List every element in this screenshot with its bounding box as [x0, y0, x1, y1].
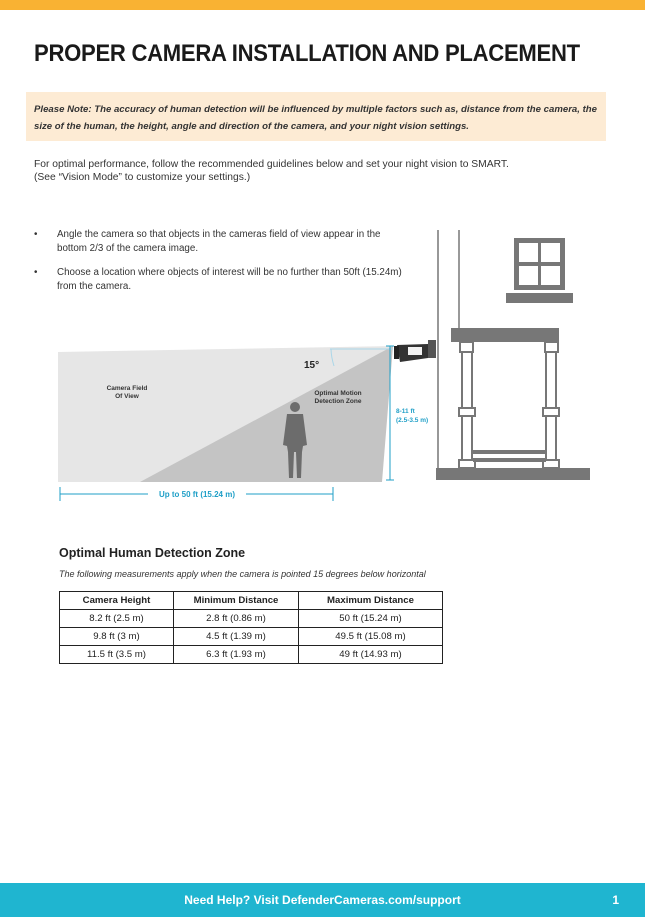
- porch-structure: [436, 328, 590, 480]
- header-camera-height: Camera Height: [60, 592, 174, 610]
- height-label-1: 8-11 ft: [396, 408, 415, 415]
- zone-subtitle: The following measurements apply when the camera is pointed 15 degrees below horizontal: [59, 569, 426, 579]
- note-box: Please Note: The accuracy of human detection will be influenced by multiple factors such as, distance from the camera, the size of the human, the height, angle and direction of the camera, and your night vision settings.: [26, 92, 606, 141]
- intro-line-1: For optimal performance, follow the recommended guidelines below and set your night vision to SMART.: [34, 159, 509, 170]
- field-of-view-label-2: Of View: [115, 393, 139, 400]
- table-cell: 4.5 ft (1.39 m): [174, 628, 299, 646]
- support-link[interactable]: Need Help? Visit DefenderCameras.com/support: [184, 893, 461, 907]
- intro-line-2: (See “Vision Mode” to customize your settings.): [34, 172, 251, 183]
- table-cell: 49 ft (14.93 m): [299, 646, 443, 664]
- table-cell: 50 ft (15.24 m): [299, 610, 443, 628]
- table-cell: 9.8 ft (3 m): [60, 628, 174, 646]
- bullet-dot-icon: •: [34, 229, 38, 240]
- angle-label: 15°: [304, 360, 320, 371]
- zone-title: Optimal Human Detection Zone: [59, 546, 246, 560]
- table-cell: 6.3 ft (1.93 m): [174, 646, 299, 664]
- detection-distance-table: [59, 591, 443, 664]
- table-row: [60, 628, 443, 646]
- table-cell: 49.5 ft (15.08 m): [299, 628, 443, 646]
- table-cell: 8.2 ft (2.5 m): [60, 610, 174, 628]
- detection-zone-label-1: Optimal Motion: [314, 390, 362, 397]
- distance-label: Up to 50 ft (15.24 m): [158, 490, 236, 499]
- camera-placement-diagram: [0, 225, 645, 515]
- header-minimum-distance: Minimum Distance: [174, 592, 299, 610]
- building-wall: [438, 230, 459, 468]
- page-number: 1: [612, 893, 619, 907]
- detection-zone-label-2: Detection Zone: [314, 398, 362, 405]
- table-header-row: [60, 592, 443, 610]
- bullet-text: Choose a location where objects of interest will be no further than 50ft (15.24m) from the camera.: [57, 267, 402, 292]
- window-icon: [506, 238, 573, 303]
- table-cell: 11.5 ft (3.5 m): [60, 646, 174, 664]
- bullet-text: Angle the camera so that objects in the cameras field of view appear in the bottom 2/3 of the camera image.: [57, 229, 381, 254]
- security-camera-icon: [394, 340, 436, 362]
- footer-bar: [0, 883, 645, 917]
- table-row: [60, 646, 443, 664]
- page-title: PROPER CAMERA INSTALLATION AND PLACEMENT: [34, 40, 580, 67]
- table-cell: 2.8 ft (0.86 m): [174, 610, 299, 628]
- height-label-2: (2.5-3.5 m): [396, 417, 429, 424]
- header-maximum-distance: Maximum Distance: [299, 592, 443, 610]
- top-accent-bar: [0, 0, 645, 10]
- bullet-dot-icon: •: [34, 267, 38, 278]
- table-row: [60, 610, 443, 628]
- field-of-view-label-1: Camera Field: [106, 385, 148, 392]
- intro-text: [34, 158, 594, 184]
